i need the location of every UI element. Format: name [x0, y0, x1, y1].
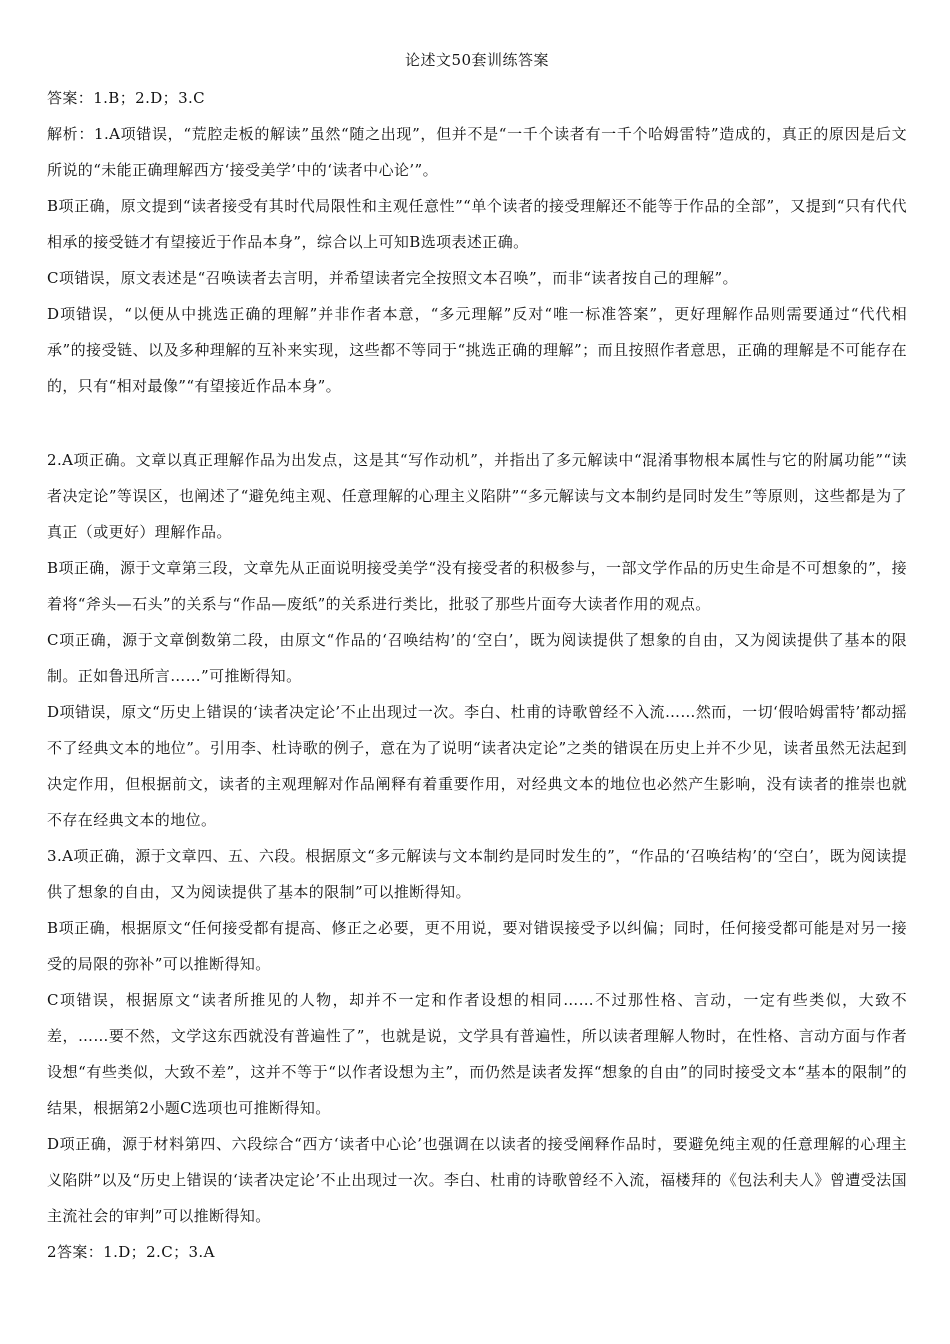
analysis-paragraph: B项正确，源于文章第三段，文章先从正面说明接受美学“没有接受者的积极参与，一部文学作品的历史生命是不可想象的”，接着将“斧头—石头”的关系与“作品—废纸”的关系进行类比，批驳了那些片面夸大读者作用的观点。: [47, 559, 907, 613]
analysis-paragraph: D项错误，“以便从中挑选正确的理解”并非作者本意，“多元理解”反对“唯一标准答案”，更好理解作品则需要通过“代代相承”的接受链、以及多种理解的互补来实现，这些都不等同于“挑选正确的理解”；而且按照作者意思，正确的理解是不可能存在的，只有“相对最像”“有望接近作品本身”。: [47, 305, 907, 395]
analysis-paragraph: B项正确，根据原文“任何接受都有提高、修正之必要，更不用说，要对错误接受予以纠偏；同时，任何接受都可能是对另一接受的局限的弥补”可以推断得知。: [47, 919, 907, 973]
answer-line: 答案：1.B；2.D；3.C: [47, 89, 206, 107]
analysis-paragraph: C项错误，根据原文“读者所推见的人物，却并不一定和作者设想的相同……不过那性格、言动，一定有些类似，大致不差，……要不然，文学这东西就没有普遍性了”，也就是说，文学具有普遍性，所以读者理解人物时，在性格、言动方面与作者设想“有些类似，大致不差”，这并不等于“以作者设想为主”，而仍然是读者发挥“想象的自由”的同时接受文本“基本的限制”的结果，根据第2小题C选项也可推断得知。: [47, 991, 907, 1117]
analysis-paragraph: 解析：1.A项错误，“荒腔走板的解读”虽然“随之出现”，但并不是“一千个读者有一千个哈姆雷特”造成的，真正的原因是后文所说的“未能正确理解西方‘接受美学’中的‘读者中心论’”。: [47, 125, 907, 179]
analysis-paragraph: C项错误，原文表述是“召唤读者去言明，并希望读者完全按照文本召唤”，而非“读者按自己的理解”。: [47, 269, 738, 287]
document-title: 论述文50套训练答案: [404, 51, 550, 69]
analysis-paragraph: D项错误，原文“历史上错误的‘读者决定论’不止出现过一次。李白、杜甫的诗歌曾经不入流……然而，一切‘假哈姆雷特’都动摇不了经典文本的地位”。引用李、杜诗歌的例子，意在为了说明“读者决定论”之类的错误在历史上并不少见，读者虽然无法起到决定作用，但根据前文，读者的主观理解对作品阐释有着重要作用，对经典文本的地位也必然产生影响，没有读者的推崇也就不存在经典文本的地位。: [47, 703, 907, 829]
analysis-paragraph: C项正确，源于文章倒数第二段，由原文“作品的‘召唤结构’的‘空白’，既为阅读提供了想象的自由，又为阅读提供了基本的限制。正如鲁迅所言……”可推断得知。: [47, 631, 907, 685]
paragraph-gap: [47, 404, 907, 442]
document-page: [47, 48, 907, 1270]
analysis-paragraph: D项正确，源于材料第四、六段综合“西方‘读者中心论’也强调在以读者的接受阐释作品时，要避免纯主观的任意理解的心理主义陷阱”以及“历史上错误的‘读者决定论’不止出现过一次。李白、杜甫的诗歌曾经不入流，福楼拜的《包法利夫人》曾遭受法国主流社会的审判”可以推断得知。: [47, 1135, 907, 1225]
answer-line: 2答案：1.D；2.C；3.A: [47, 1243, 215, 1261]
analysis-paragraph: 2.A项正确。文章以真正理解作品为出发点，这是其“写作动机”，并指出了多元解读中“混淆事物根本属性与它的附属功能”“读者决定论”等误区，也阐述了“避免纯主观、任意理解的心理主义陷阱”“多元解读与文本制约是同时发生”等原则，这些都是为了真正（或更好）理解作品。: [47, 451, 907, 541]
analysis-paragraph: B项正确，原文提到“读者接受有其时代局限性和主观任意性”“单个读者的接受理解还不能等于作品的全部”，又提到“只有代代相承的接受链才有望接近于作品本身”，综合以上可知B选项表述正确。: [47, 197, 907, 251]
analysis-paragraph: 3.A项正确，源于文章四、五、六段。根据原文“多元解读与文本制约是同时发生的”，“作品的‘召唤结构’的‘空白’，既为阅读提供了想象的自由，又为阅读提供了基本的限制”可以推断得知。: [47, 847, 907, 901]
